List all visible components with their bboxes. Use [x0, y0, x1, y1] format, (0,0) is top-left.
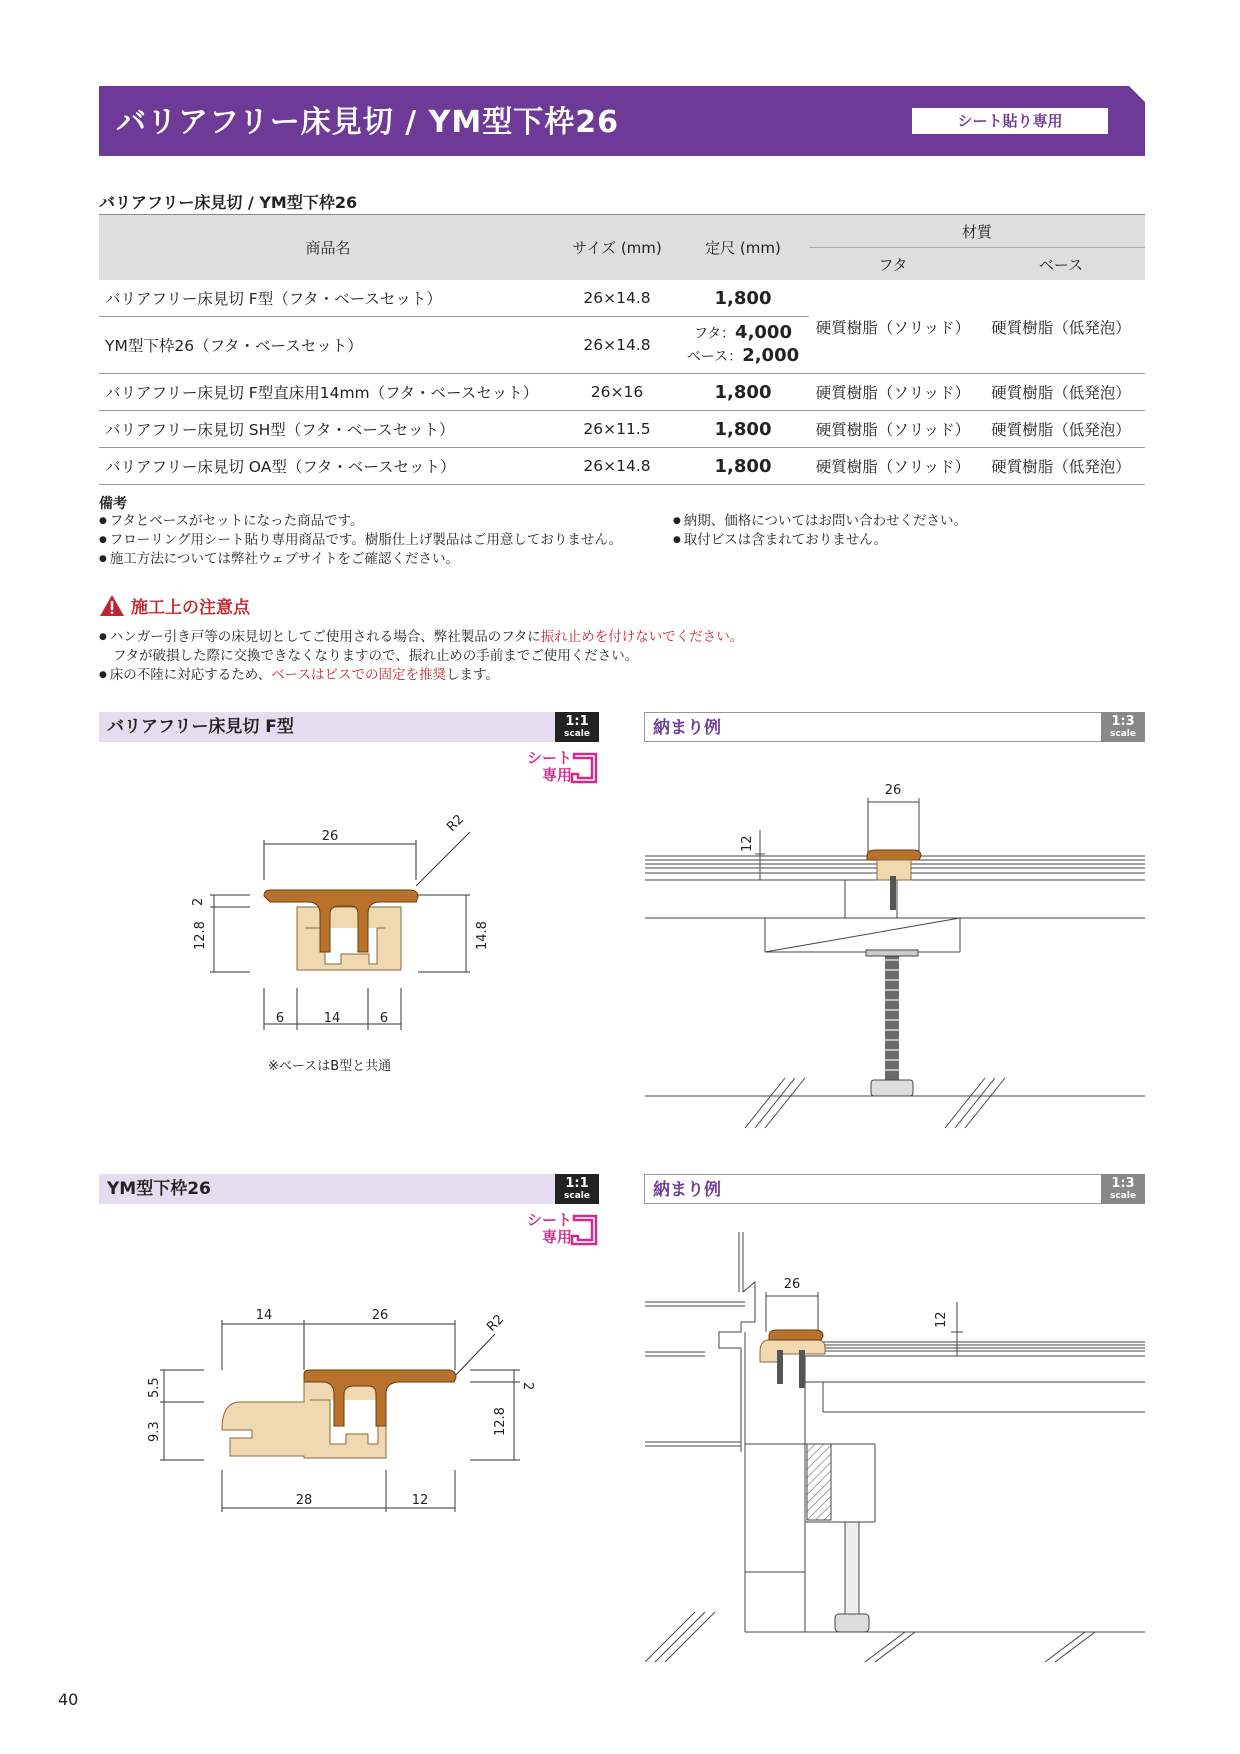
dim-right-gap: 6	[379, 1011, 389, 1026]
spec-table	[99, 214, 1145, 485]
caution-emphasis: 振れ止めを付けないでください。	[540, 629, 744, 645]
cell-base: 硬質樹脂（低発泡）	[977, 448, 1145, 485]
cell-size: 26×16	[557, 374, 677, 411]
notes-left	[99, 512, 622, 569]
section1-left-header	[99, 712, 599, 742]
cell-base-merged: 硬質樹脂（低発泡）	[977, 280, 1145, 374]
cell-length: 1,800	[677, 280, 809, 317]
note-item: ● フタとベースがセットになった商品です。	[99, 512, 622, 531]
dim-total-height: 14.8	[475, 921, 490, 950]
scale-value: 1:3	[1111, 1176, 1135, 1191]
f-type-install-drawing	[645, 760, 1145, 1140]
dim-left-gap: 6	[275, 1011, 285, 1026]
caution-text: ハンガー引き戸等の床見切としてご使用される場合、弊社製品のフタに	[109, 629, 541, 645]
cell-size: 26×11.5	[557, 411, 677, 448]
scale-value: 1:1	[565, 714, 589, 729]
sheet-label-line1: シート	[526, 749, 572, 767]
cell-name: YM型下枠26（フタ・ベースセット）	[99, 317, 557, 374]
header-size: サイズ (mm)	[557, 215, 677, 281]
scale-word: scale	[564, 729, 590, 739]
sheet-icon	[568, 752, 600, 786]
caution-list	[99, 628, 743, 685]
sheet-only-mark	[522, 1212, 600, 1248]
caution-title: 施工上の注意点	[131, 598, 250, 618]
header-name: 商品名	[99, 215, 557, 281]
caution-continuation	[99, 647, 743, 666]
dim-right-width: 12	[411, 1493, 429, 1508]
cover-length: 4,000	[735, 322, 792, 343]
dim-center: 14	[323, 1011, 341, 1026]
ym-profile-drawing	[140, 1290, 540, 1520]
cell-name: バリアフリー床見切 F型直床用14mm（フタ・ベースセット）	[99, 374, 557, 411]
section-title: バリアフリー床見切 F型	[107, 717, 294, 737]
note-item: ● フローリング用シート貼り専用商品です。樹脂仕上げ製品はご用意しておりません。	[99, 531, 622, 550]
cell-name: バリアフリー床見切 F型（フタ・ベースセット）	[99, 280, 557, 317]
base-common-note: ※ベースはB型と共通	[268, 1059, 392, 1074]
dim-upper-height: 5.5	[147, 1377, 162, 1398]
header-base: ベース	[977, 248, 1145, 281]
page-number: 40	[58, 1690, 79, 1709]
scale-badge	[1101, 1174, 1145, 1204]
sheet-label-line2: 専用	[541, 1228, 572, 1246]
section2-left-header	[99, 1174, 599, 1204]
header-length: 定尺 (mm)	[677, 215, 809, 281]
note-item: ● 取付ビスは含まれておりません。	[673, 531, 967, 550]
cell-size: 26×14.8	[557, 448, 677, 485]
cell-cover: 硬質樹脂（ソリッド）	[809, 448, 977, 485]
caution-text: します。	[446, 667, 499, 683]
base-length: 2,000	[742, 345, 800, 366]
cell-length-split	[677, 317, 809, 374]
cell-base: 硬質樹脂（低発泡）	[977, 411, 1145, 448]
dim-base-width: 28	[295, 1493, 313, 1508]
warning-icon	[99, 594, 125, 617]
table-caption: バリアフリー床見切 / YM型下枠26	[99, 193, 358, 212]
sheet-only-mark	[522, 750, 600, 786]
cell-name: バリアフリー床見切 SH型（フタ・ベースセット）	[99, 411, 557, 448]
cell-length: 1,800	[677, 374, 809, 411]
install-dim-width: 26	[783, 1277, 801, 1292]
scale-word: scale	[1110, 729, 1136, 739]
ym-install-drawing	[645, 1232, 1145, 1662]
section-title: 納まり例	[653, 1180, 721, 1200]
install-dim-height: 12	[934, 1311, 949, 1328]
caution-heading	[99, 593, 250, 618]
cover-length-label: フタ：	[694, 326, 736, 342]
cell-name: バリアフリー床見切 OA型（フタ・ベースセット）	[99, 448, 557, 485]
cell-length: 1,800	[677, 411, 809, 448]
sheet-label-line2: 専用	[541, 766, 572, 784]
dim-width: 26	[321, 829, 339, 844]
notes-right	[673, 512, 967, 550]
dim-left-width: 14	[255, 1308, 273, 1323]
scale-badge	[1101, 712, 1145, 742]
caution-text: 床の不陸に対応するため、	[109, 667, 272, 683]
base-length-label: ベース：	[686, 349, 743, 365]
dim-radius: R2	[484, 1311, 508, 1335]
f-type-profile-drawing	[180, 810, 510, 1070]
caution-text: フタが破損した際に交換できなくなりますので、振れ止めの手前までご使用ください。	[113, 648, 639, 664]
caution-item	[99, 628, 743, 647]
scale-value: 1:1	[565, 1176, 589, 1191]
note-item: ● 施工方法については弊社ウェブサイトをご確認ください。	[99, 550, 622, 569]
caution-emphasis: ベースはビスでの固定を推奨	[271, 667, 447, 683]
sheet-icon	[568, 1214, 600, 1248]
sheet-label-line1: シート	[526, 1211, 572, 1229]
scale-badge	[555, 712, 599, 742]
section-title: YM型下枠26	[107, 1179, 211, 1199]
caution-item	[99, 666, 743, 685]
dim-base-height: 12.8	[193, 921, 208, 950]
header-cover: フタ	[809, 248, 977, 281]
scale-word: scale	[1110, 1191, 1136, 1201]
table-row	[99, 411, 1145, 448]
cell-cover: 硬質樹脂（ソリッド）	[809, 411, 977, 448]
scale-value: 1:3	[1111, 714, 1135, 729]
scale-badge	[555, 1174, 599, 1204]
table-row	[99, 448, 1145, 485]
section-title: 納まり例	[653, 718, 721, 738]
table-row	[99, 374, 1145, 411]
dim-base-height: 12.8	[493, 1407, 508, 1436]
install-dim-width: 26	[884, 783, 902, 798]
cell-cover-merged: 硬質樹脂（ソリッド）	[809, 280, 977, 374]
install-dim-height: 12	[740, 835, 755, 852]
table-row	[99, 280, 1145, 317]
cell-cover: 硬質樹脂（ソリッド）	[809, 374, 977, 411]
cell-size: 26×14.8	[557, 280, 677, 317]
dim-width: 26	[371, 1308, 389, 1323]
cell-base: 硬質樹脂（低発泡）	[977, 374, 1145, 411]
header-material: 材質	[809, 215, 1145, 248]
dim-top-thickness: 2	[191, 897, 206, 906]
cell-size: 26×14.8	[557, 317, 677, 374]
section2-right-header	[644, 1174, 1145, 1204]
dim-radius: R2	[444, 811, 468, 835]
section1-right-header	[644, 712, 1145, 742]
dim-lower-height: 9.3	[147, 1421, 162, 1442]
scale-word: scale	[564, 1191, 590, 1201]
sheet-only-badge: シート貼り専用	[912, 108, 1108, 134]
page-title: バリアフリー床見切 / YM型下枠26	[116, 105, 619, 140]
dim-top-thickness: 2	[520, 1382, 535, 1391]
note-item: ● 納期、価格についてはお問い合わせください。	[673, 512, 967, 531]
cell-length: 1,800	[677, 448, 809, 485]
notes-heading: 備考	[99, 496, 127, 512]
